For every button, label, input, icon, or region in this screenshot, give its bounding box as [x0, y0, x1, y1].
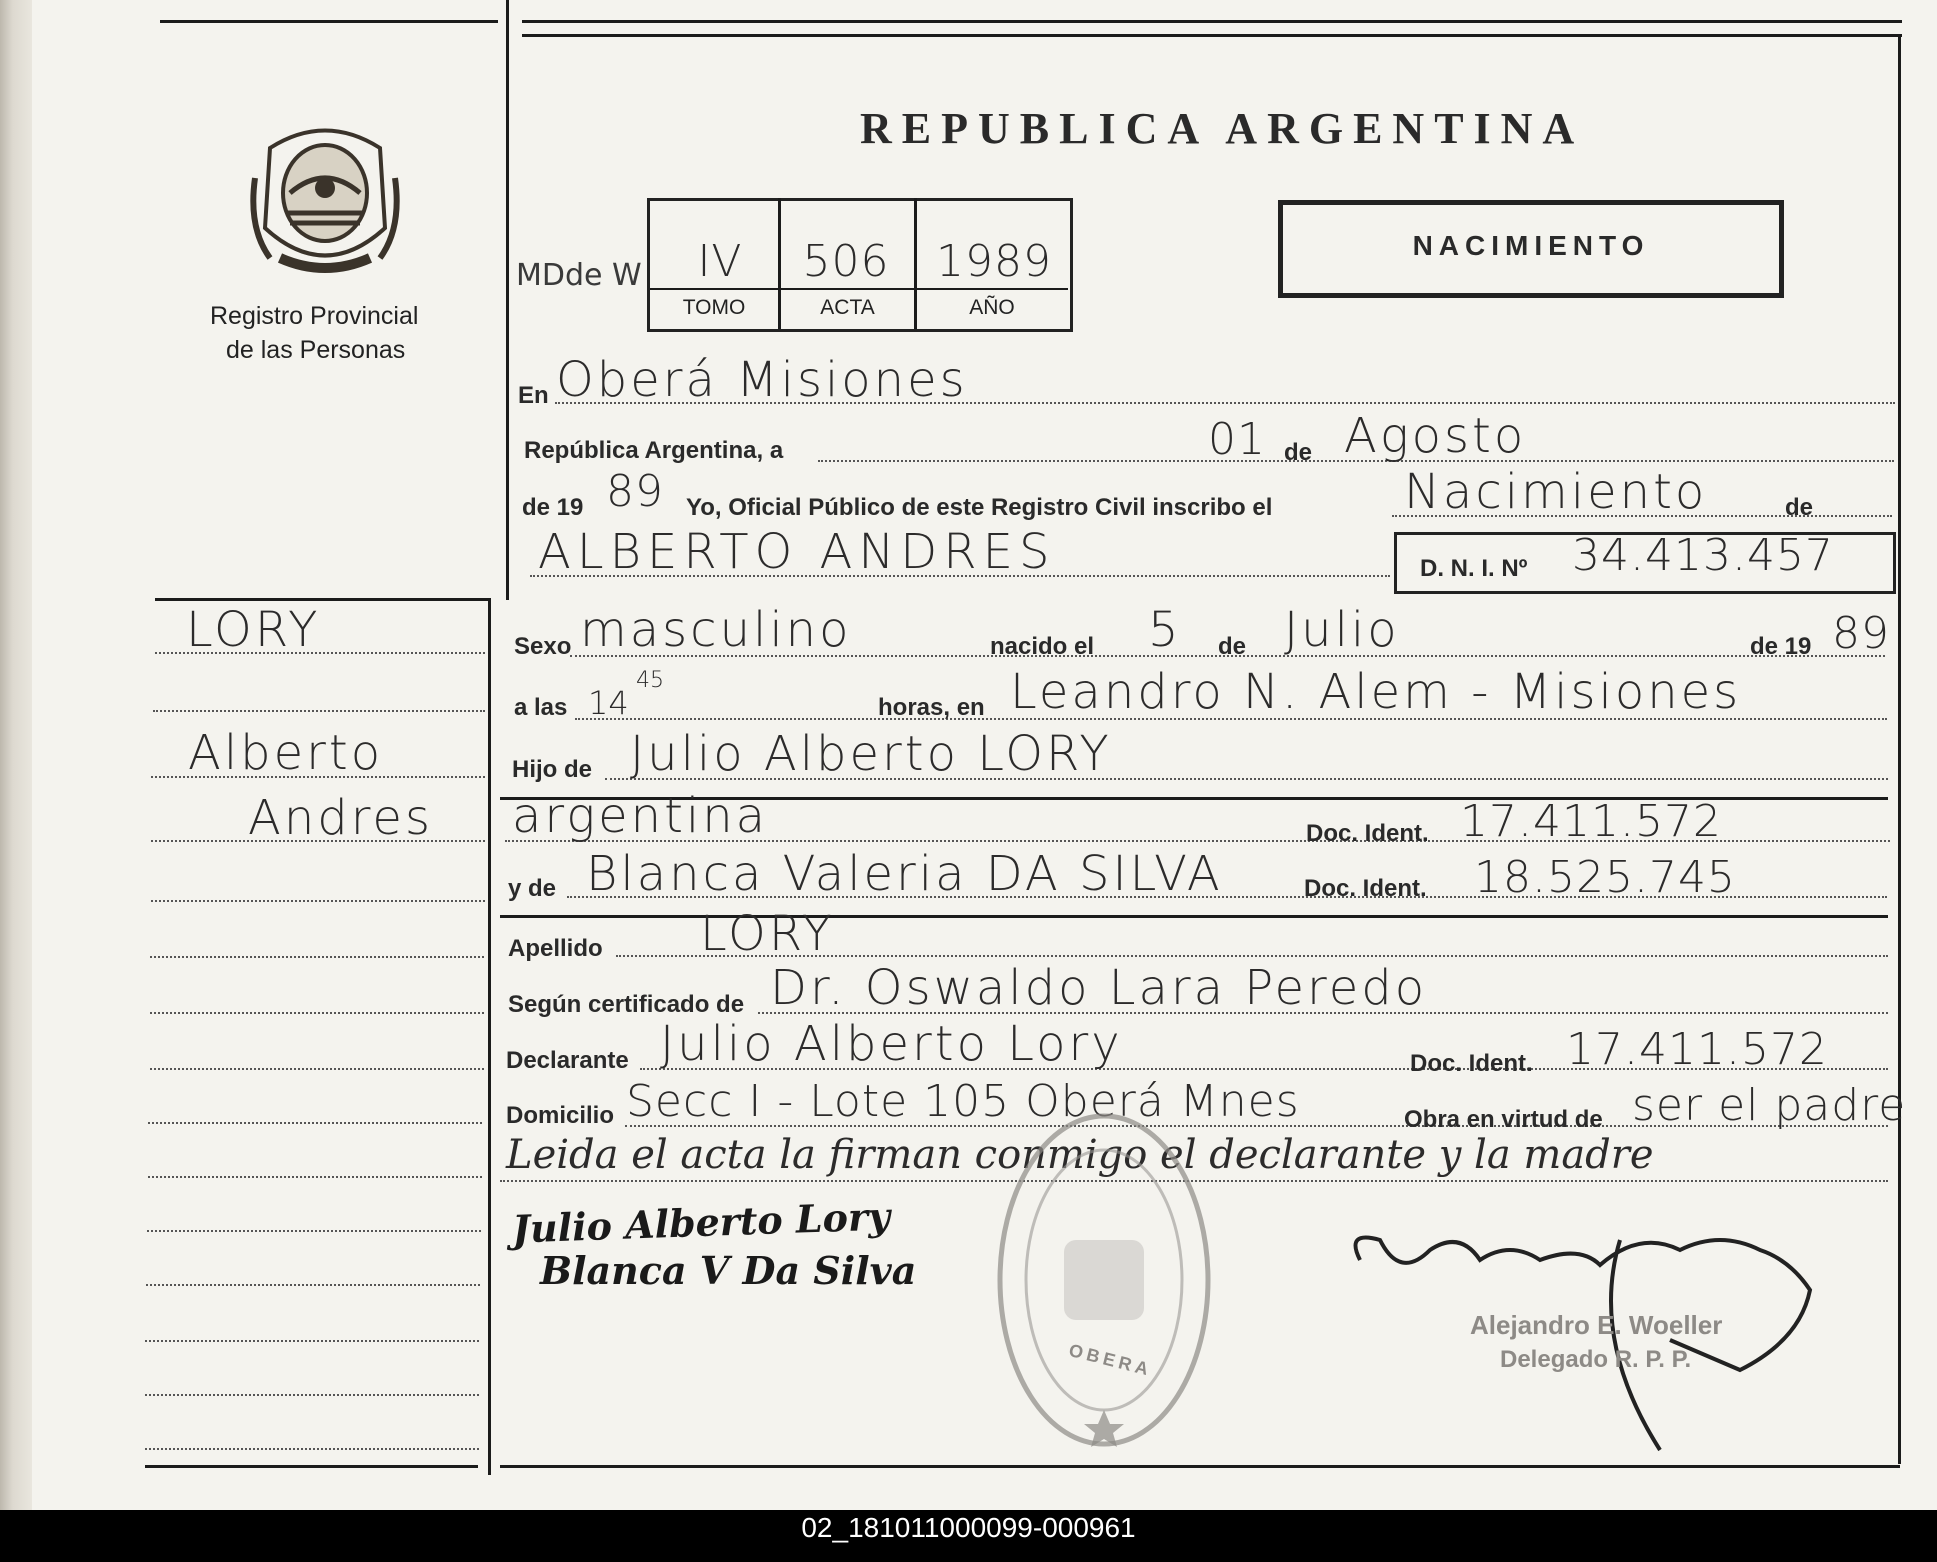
official-stamp-icon	[994, 1110, 1214, 1450]
registry-name-line2: de las Personas	[226, 336, 406, 364]
time-minutes[interactable]: 45	[636, 668, 664, 693]
certificate-label: Según certificado de	[508, 991, 745, 1018]
by-virtue-label: Obra en virtud de	[1404, 1106, 1603, 1133]
time-hour[interactable]: 14	[588, 684, 629, 722]
closing-line: Leida el acta la firman conmigo el declarante y la madre	[506, 1132, 1654, 1178]
hours-label: horas, en	[878, 694, 985, 721]
dni-label: D. N. I. Nº	[1420, 555, 1528, 582]
father-nationality-value[interactable]: argentina	[512, 788, 769, 844]
margin-line-13	[145, 1340, 479, 1342]
birth-day-value[interactable]: 5	[1148, 602, 1182, 658]
acta-value: 506	[802, 236, 890, 287]
bottom-rule-right	[500, 1465, 1900, 1468]
acta-label: ACTA	[820, 296, 875, 319]
place-value[interactable]: Oberá Misiones	[556, 352, 968, 408]
stamp-city: OBERA	[1066, 1340, 1155, 1381]
sex-label: Sexo	[514, 633, 572, 660]
record-type: NACIMIENTO	[1412, 230, 1650, 261]
date-de-label: de	[1284, 439, 1313, 466]
birth-place-value[interactable]: Leandro N. Alem - Misiones	[1010, 664, 1742, 720]
father-name-value[interactable]: Julio Alberto LORY	[630, 726, 1112, 782]
image-id-text: 02_181011000099-000961	[801, 1512, 1136, 1543]
paper-binding-edge	[0, 0, 32, 1510]
dni-value[interactable]: 34.413.457	[1572, 530, 1834, 581]
margin-line-5	[151, 900, 485, 902]
declarant-label: Declarante	[506, 1047, 629, 1074]
year-value[interactable]: 89	[606, 466, 664, 517]
son-of-label: Hijo de	[512, 756, 593, 783]
republic-label: República Argentina, a	[524, 437, 784, 464]
margin-line-10	[148, 1176, 482, 1178]
margin-given-name-2: Andres	[248, 790, 433, 846]
ano-value: 1989	[936, 236, 1052, 287]
officer-text: Yo, Oficial Público de este Registro Civil inscribo el	[686, 494, 1273, 521]
month-value[interactable]: Agosto	[1344, 408, 1527, 464]
sex-value[interactable]: masculino	[580, 602, 852, 658]
top-rule-right-2	[522, 34, 1902, 37]
column-divider-lower	[488, 598, 491, 1475]
certificate-value[interactable]: Dr. Oswaldo Lara Peredo	[770, 960, 1428, 1016]
birth-year-value[interactable]: 89	[1832, 608, 1890, 659]
mother-signature: Blanca V Da Silva	[540, 1248, 917, 1293]
provincial-coat-of-arms-icon	[250, 118, 400, 278]
year-prefix: de 19	[522, 494, 584, 521]
margin-line-8	[150, 1068, 484, 1070]
tomo-value: IV	[697, 236, 743, 287]
tomo-label: TOMO	[682, 296, 746, 319]
officer-name: Alejandro E. Woeller	[1470, 1310, 1723, 1340]
birth-month-value[interactable]: Julio	[1284, 602, 1400, 658]
act-value[interactable]: Nacimiento	[1404, 464, 1708, 520]
registry-name-line1: Registro Provincial	[210, 302, 419, 330]
officer-title: Delegado R. P. P.	[1500, 1346, 1692, 1373]
domicile-value[interactable]: Secc I - Lote 105 Oberá Mnes	[626, 1076, 1300, 1127]
act-de-label: de	[1785, 494, 1814, 521]
margin-line-11	[147, 1230, 481, 1232]
margin-top-rule	[155, 598, 489, 601]
mother-name-value[interactable]: Blanca Valeria DA SILVA	[586, 846, 1223, 902]
top-rule-left	[160, 20, 498, 23]
born-label: nacido el	[990, 633, 1095, 660]
margin-line-6	[150, 956, 484, 958]
right-border	[1898, 34, 1901, 1464]
time-label: a las	[514, 694, 568, 721]
birth-year-prefix: de 19	[1750, 633, 1812, 660]
ano-label: AÑO	[969, 296, 1015, 319]
bottom-rule-left	[145, 1465, 478, 1468]
father-doc-label: Doc. Ident.	[1306, 820, 1429, 847]
margin-line-12	[146, 1284, 480, 1286]
declarant-signature: Julio Alberto Lory	[511, 1193, 891, 1252]
column-divider-upper	[506, 0, 509, 600]
declarant-value[interactable]: Julio Alberto Lory	[660, 1016, 1123, 1072]
birth-de-label: de	[1218, 633, 1247, 660]
margin-line-7	[150, 1012, 484, 1014]
margin-given-name-1: Alberto	[188, 725, 384, 781]
and-of-label: y de	[508, 875, 557, 902]
child-name-value[interactable]: ALBERTO ANDRES	[538, 524, 1056, 580]
margin-line-2	[153, 710, 485, 712]
record-prefix-note: MDde W	[516, 258, 642, 293]
father-doc-value[interactable]: 17.411.572	[1460, 796, 1722, 847]
surname-value[interactable]: LORY	[700, 906, 835, 962]
margin-line-9	[148, 1122, 482, 1124]
surname-label: Apellido	[508, 935, 603, 962]
record-box-label-rule	[650, 288, 1068, 290]
domicile-label: Domicilio	[506, 1102, 615, 1129]
margin-surname: LORY	[186, 602, 321, 658]
mother-doc-value[interactable]: 18.525.745	[1474, 852, 1736, 903]
place-label: En	[518, 382, 549, 409]
mother-doc-label: Doc. Ident.	[1304, 875, 1427, 902]
declarant-doc-value[interactable]: 17.411.572	[1566, 1024, 1828, 1075]
top-rule-right	[522, 20, 1902, 23]
day-value[interactable]: 01	[1208, 414, 1266, 465]
margin-line-14	[145, 1394, 479, 1396]
by-virtue-value[interactable]: ser el padre	[1632, 1080, 1907, 1131]
margin-line-15	[145, 1448, 479, 1450]
country-title: REPUBLICA ARGENTINA	[860, 104, 1585, 153]
declarant-doc-label: Doc. Ident.	[1410, 1050, 1533, 1077]
